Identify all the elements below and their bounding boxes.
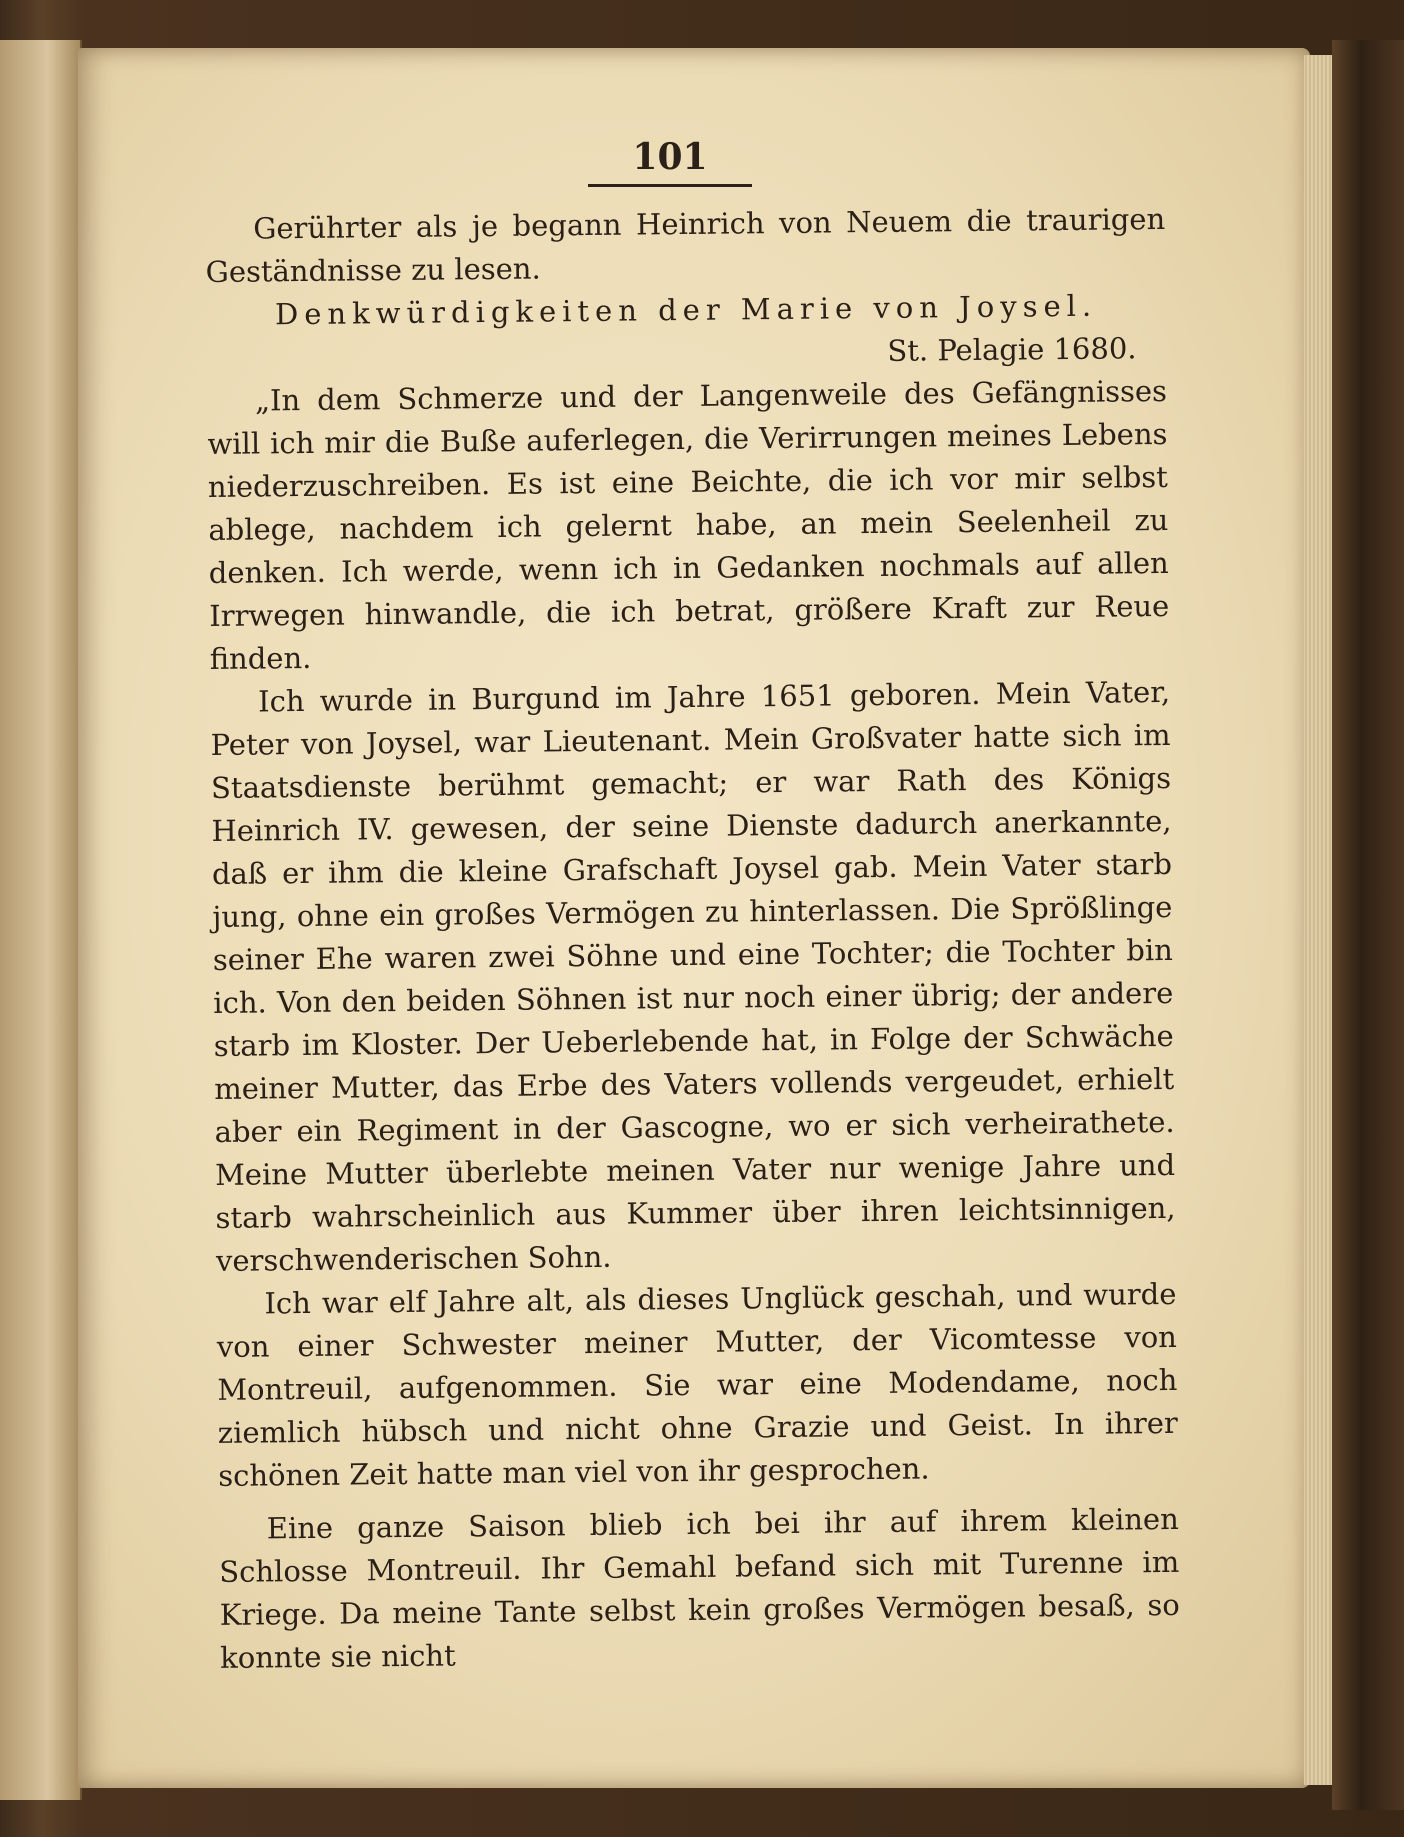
page-number-rule — [588, 184, 752, 187]
left-page-edge — [0, 40, 82, 1800]
book-cover-edge — [1332, 40, 1404, 1810]
page-text — [205, 198, 1180, 1680]
page-number: 101 — [632, 136, 708, 178]
page-stack-edge — [1304, 55, 1332, 1785]
intro-paragraph: Gerührter als je begann Heinrich von Neuem die traurigen Geständnisse zu lesen. — [205, 201, 1166, 289]
section-heading: Denkwürdigkeiten der Marie von Joysel. — [274, 288, 1098, 332]
body-paragraph-3: Ich war elf Jahre alt, als dieses Unglück geschah, und wurde von einer Schwester meiner Mutter, der Vicomtesse von Montreuil, aufgenommen. Sie war eine Modendame, noch ziemlich hübsch und nicht ohne Grazie und Geist. In ihrer schönen Zeit hatte man viel von ihr gesprochen. — [216, 1276, 1178, 1493]
body-paragraph-4: Eine ganze Saison blieb ich bei ihr auf ihrem kleinen Schlosse Montreuil. Ihr Gemahl befand sich mit Turenne im Kriege. Da meine Tante selbst kein großes Vermögen besaß, so konnte sie nicht — [219, 1501, 1180, 1675]
body-paragraph-2: Ich wurde in Burgund im Jahre 1651 geboren. Mein Vater, Peter von Joysel, war Lieutenant. Mein Großvater hatte sich im Staatsdienste berühmt gemacht; er war Rath des Königs Heinrich IV. gewesen, der seine Dienste dadurch anerkannte, daß er ihm die kleine Grafschaft Joysel gab. Mein Vater starb jung, ohne ein großes Vermögen zu hinterlassen. Die Sprößlinge seiner Ehe waren zwei Söhne und eine Tochter; die Tochter bin ich. Von den beiden Söhnen ist nur noch einer übrig; der andere starb im Kloster. Der Ueberlebende hat, in Folge der Schwäche meiner Mutter, das Erbe des Vaters vollends vergeudet, erhielt aber ein Regiment in der Gascogne, wo er sich verheirathete. Meine Mutter überlebte meinen Vater nur wenige Jahre und starb wahrscheinlich aus Kummer über ihren leichtsinnigen, verschwenderischen Sohn. — [210, 674, 1176, 1278]
body-paragraph-1: „In dem Schmerze und der Langenweile des Gefängnisses will ich mir die Buße auferlegen, die Verirrungen meines Lebens niederzuschreiben. Es ist eine Beichte, die ich vor mir selbst ablege, nachdem ich gelernt habe, an mein Seelenheil zu denken. Ich werde, wenn ich in Gedanken nochmals auf allen Irrwegen hinwandle, die ich betrat, größere Kraft zur Reue finden. — [207, 373, 1170, 676]
dateline: St. Pelagie 1680. — [887, 331, 1137, 368]
